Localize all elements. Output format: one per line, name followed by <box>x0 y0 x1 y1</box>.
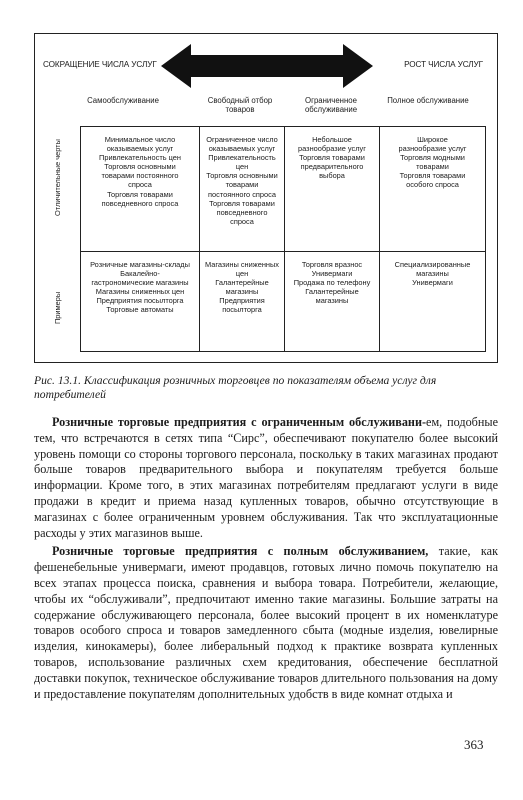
cell-line: Универмаги <box>412 278 453 288</box>
feature-cell-free-selection <box>199 126 285 252</box>
feature-cell-full-service <box>379 126 486 252</box>
column-header-limited-service: Ограниченное обслуживание <box>304 96 358 115</box>
cell-line: повседневного <box>216 207 268 217</box>
cell-line: Торговля вразнос <box>301 260 363 269</box>
cell-line: Специализированные <box>394 260 471 269</box>
cell-line: посылторга <box>222 305 262 315</box>
example-cell-free-selection <box>199 251 285 352</box>
cell-line: Магазины сниженных цен <box>95 287 185 297</box>
cell-line: повседневного спроса <box>101 198 179 208</box>
cell-line: магазины <box>225 287 259 297</box>
cell-line: цен <box>235 162 249 172</box>
cell-line: Галантерейные <box>215 278 269 288</box>
cell-line: Предприятия посылторга <box>96 296 184 306</box>
decrease-services-label: СОКРАЩЕНИЕ ЧИСЛА УСЛУГ <box>43 60 157 69</box>
cell-line: оказываемых услуг <box>106 144 174 154</box>
cell-line: Продажа по телефону <box>293 278 371 288</box>
paragraph <box>34 544 498 702</box>
cell-line: Широкое <box>417 135 448 144</box>
cell-line: магазины <box>315 296 349 306</box>
paragraph-lead: Розничные торговые предприятия с полным обслуживанием, <box>52 544 429 559</box>
example-cell-self-service <box>80 251 200 352</box>
cell-line: Торговля товарами <box>399 171 466 181</box>
example-cell-limited-service <box>284 251 380 352</box>
cell-line: товарами <box>225 180 259 190</box>
service-arrow-row <box>35 44 497 94</box>
column-header-full-service: Полное обслуживание <box>387 96 469 105</box>
cell-line: Минимальное число <box>104 135 176 144</box>
column-header-free-selection: Свободный отбор товаров <box>207 96 273 115</box>
cell-line: товарами постоянного <box>101 171 179 181</box>
cell-line: особого спроса <box>406 180 459 190</box>
cell-line: оказываемых услуг <box>208 144 276 154</box>
paragraph-text: такие, как фешенебельные универмаги, имеют продавцов, готовых лично помочь покупателю на всех этапах процесса поиска, сравнения и выбора товара. Потребители, желающие, чтобы их “обслуживали”, предпочитают именно такие магазины. Большие затраты на содержание обслуживающего персонала, более высокий процент в их номенклатуре товаров особого спроса и товаров замедленного сбыта (модные изделия, ювелирные изделия, кинокамеры), более либеральный подход к практике возврата купленных товаров, использование различных схем кредитования, обеспечение бесплатной доставки покупок, техническое обслуживание товаров длительного пользования на дому и предоставление покупателям дополнительных удобств в виде комнат отдыха и <box>34 544 499 701</box>
cell-line: Торговля модными <box>400 153 465 163</box>
cell-line: Розничные магазины-склады <box>90 260 190 269</box>
cell-line: Галантерейные <box>305 287 359 297</box>
cell-line: спроса <box>230 216 254 226</box>
paragraph-text: ем, подобные тем, что встречаются в сетях типа “Сирс”, обеспечивают покупателю более высокий уровень помощи со стороны торгового персонала, поскольку в таких магазинах продают больше товаров предварительного выбора и покупателям требуется больше информации. Кроме того, в этих магазинах потребителям предлагают услуги в виде продажи в кредит и приема назад купленных товаров, обычно отсутствующие в магазинах с более ограниченным уровнем обслуживания. Так что эксплуатационные расходы у этих магазинов выше. <box>34 415 498 540</box>
cell-line: Торговые автоматы <box>106 305 174 315</box>
row-label-features: Отличительные черты <box>53 139 62 216</box>
cell-line: выбора <box>319 171 345 181</box>
cell-line: цен <box>235 269 249 279</box>
cell-line: Привлекательность цен <box>99 153 181 163</box>
row-label-examples: Примеры <box>53 291 62 324</box>
cell-line: Предприятия <box>219 296 265 306</box>
feature-cell-self-service <box>80 126 200 252</box>
increase-services-label: РОСТ ЧИСЛА УСЛУГ <box>404 60 483 69</box>
cell-line: Торговля основными <box>206 171 278 181</box>
cell-line: Бакалейно- <box>120 269 160 279</box>
cell-line: Торговля товарами <box>299 153 365 163</box>
cell-line: разнообразие услуг <box>398 144 467 154</box>
page-number: 363 <box>464 737 484 752</box>
cell-line: разнообразие услуг <box>298 144 366 154</box>
cell-line: Универмаги <box>311 269 353 279</box>
paragraph-lead: Розничные торговые предприятия с ограниченным обслуживани- <box>52 415 427 429</box>
cell-line: гастрономические магазины <box>91 278 189 288</box>
cell-line: Небольшое <box>312 135 352 144</box>
classification-figure <box>34 33 498 363</box>
cell-line: постоянного спроса <box>208 189 276 199</box>
cell-line: спроса <box>128 180 152 190</box>
cell-line: Магазины сниженных <box>204 260 279 269</box>
cell-line: магазины <box>416 269 449 279</box>
cell-line: Ограниченное число <box>206 135 278 144</box>
paragraph <box>34 415 498 541</box>
cell-line: Привлекательность <box>208 153 276 163</box>
body-text <box>34 415 498 705</box>
figure-caption: Рис. 13.1. Классификация розничных торговцев по показателям объема услуг для потребителей <box>34 374 437 401</box>
double-arrow-icon <box>161 44 373 88</box>
cell-line: Торговля товарами <box>209 198 275 208</box>
column-header-self-service: Самообслуживание <box>87 96 159 105</box>
cell-line: товарами <box>416 162 449 172</box>
example-cell-full-service <box>379 251 486 352</box>
cell-line: Торговля основными <box>104 162 176 172</box>
cell-line: предварительного <box>300 162 364 172</box>
cell-line: Торговля товарами <box>107 189 173 199</box>
classification-grid <box>80 126 486 352</box>
feature-cell-limited-service <box>284 126 380 252</box>
